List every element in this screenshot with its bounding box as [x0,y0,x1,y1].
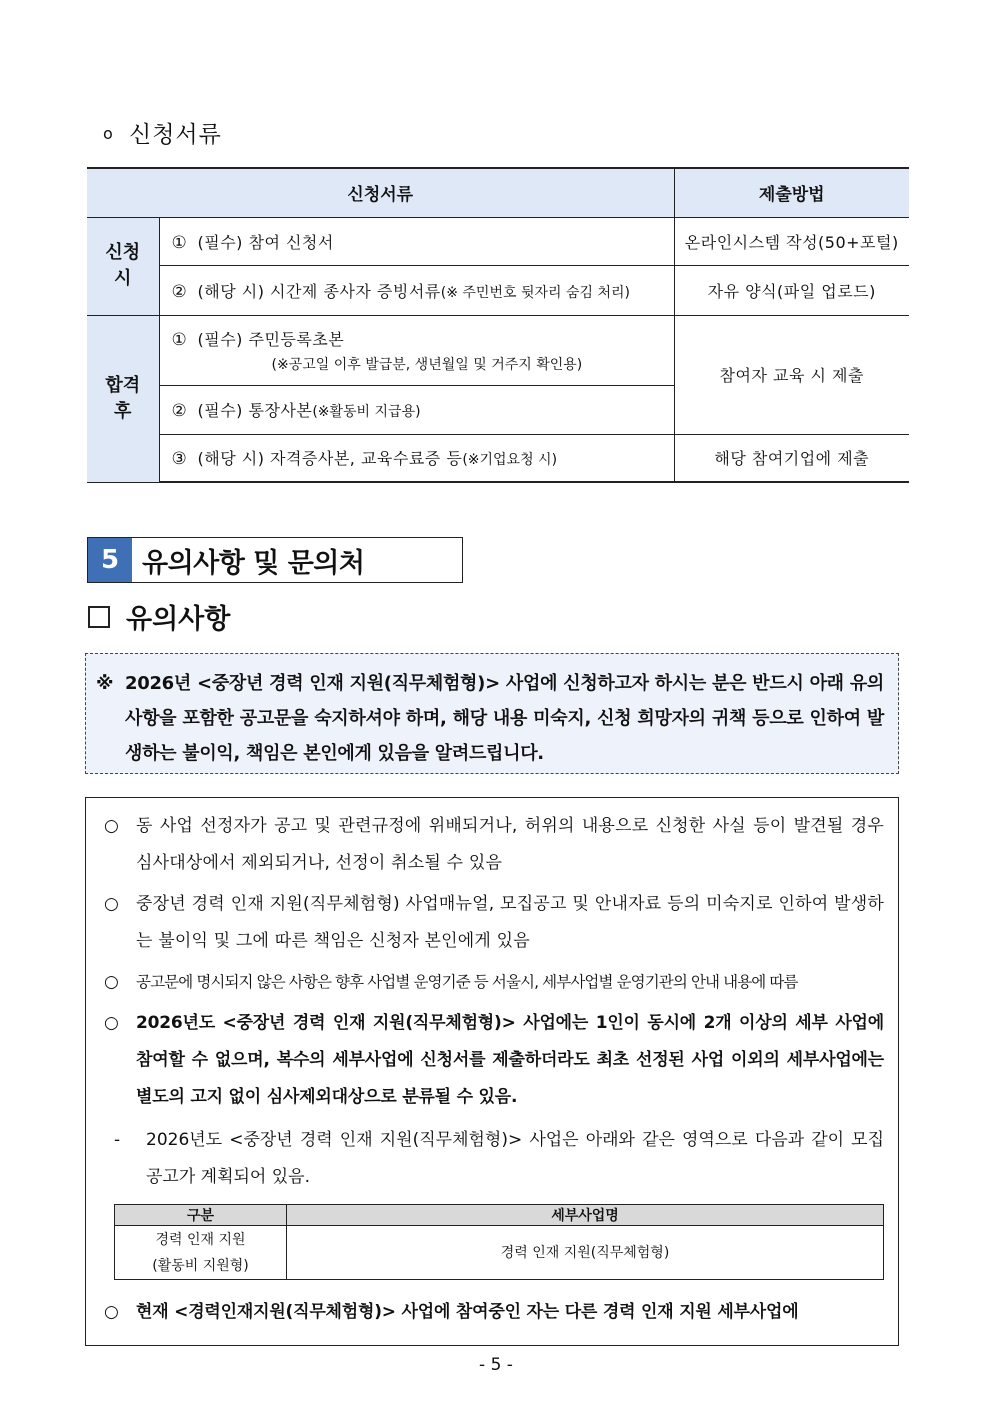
rule-text: 현재 <경력인재지원(직무체험형)> 사업에 참여중인 자는 다른 경력 인재 지원 세부사업에 [136,1302,799,1322]
doc-cell [159,265,674,315]
list-item [104,886,884,960]
group-label-after-pass: 합격 후 [87,315,159,482]
list-item [104,808,884,882]
doc-text: (해당 시) 시간제 종사자 증빙서류 [197,281,441,301]
method-cell: 참여자 교육 시 제출 [674,315,909,434]
doc-cell [159,315,674,385]
doc-text: (필수) 참여 신청서 [197,232,334,252]
header-method: 제출방법 [674,168,909,217]
table-row [87,217,909,265]
doc-number: ① [171,232,187,253]
list-item [104,964,884,1001]
cautions-title: 유의사항 [126,604,231,635]
doc-note: (※활동비 지급용) [312,404,421,420]
rule-text: 2026년도 <중장년 경력 인재 지원(직무체험형)> 사업에는 1인이 동시에 2개 이상의 세부 사업에 참여할 수 없으며, 복수의 세부사업에 신청서를 제출하더라도 최초 선정된 사업 이외의 세부사업에는 별도의 고지 없이 심사제외대상으로 분류될 수 있음. [136,1013,884,1107]
table-row [87,434,909,482]
doc-number: ③ [171,449,187,470]
dash-text: 2026년도 <중장년 경력 인재 지원(직무체험형)> 사업은 아래와 같은 영역으로 다음과 같이 모집 공고가 계획되어 있음. [146,1130,884,1187]
group-label-apply: 신청 시 [87,217,159,315]
sub-program-table [114,1204,884,1280]
list-item [114,1122,884,1196]
cautions-heading [88,597,230,636]
circle-bullet-icon: ○ [104,972,118,992]
reference-mark-icon: ※ [96,673,114,694]
doc-note: (※기업요청 시) [462,452,558,469]
notice-box [85,653,899,774]
method-cell: 온라인시스템 작성(50+포털) [674,217,909,265]
section-number-badge: 5 [88,538,132,582]
doc-note: (※ 주민번호 뒷자리 숨김 처리) [440,284,630,301]
doc-text: (필수) 주민등록초본 [197,329,345,349]
table-row [87,315,909,385]
doc-text: (해당 시) 자격증사본, 교육수료증 등 [197,449,463,469]
page-number: - 5 - [479,1355,513,1375]
header-docs: 신청서류 [87,168,674,217]
circle-bullet-icon: ○ [104,894,120,914]
circle-bullet-icon: ○ [104,816,120,836]
doc-cell [159,385,674,434]
table-row [115,1226,884,1280]
doc-note: (※공고일 이후 발급분, 생년월일 및 거주지 확인용) [271,356,583,373]
rule-text: 중장년 경력 인재 지원(직무체험형) 사업매뉴얼, 모집공고 및 안내자료 등의 미숙지로 인하여 발생하는 불이익 및 그에 따른 책임은 신청자 본인에게 있음 [136,894,884,951]
doc-number: ① [171,329,187,350]
method-cell: 자유 양식(파일 업로드) [674,265,909,315]
table-row [87,265,909,315]
section-5-heading [87,537,463,583]
table-header-row [115,1205,884,1226]
application-docs-title: 신청서류 [129,122,222,148]
application-docs-heading [103,116,222,149]
cautions-list [85,797,899,1346]
application-docs-table [87,167,909,483]
doc-cell [159,434,674,482]
category-line: 경력 인재 지원 [155,1231,246,1248]
table-header-row [87,168,909,217]
doc-text: (필수) 통장사본 [197,401,313,420]
program-name-cell: 경력 인재 지원(직무체험형) [287,1226,884,1280]
rule-text: 동 사업 선정자가 공고 및 관련규정에 위배되거나, 허위의 내용으로 신청한 사실 등이 발견될 경우 심사대상에서 제외되거나, 선정이 취소될 수 있음 [136,816,884,873]
circle-bullet-icon: ○ [104,1013,119,1033]
rule-text: 공고문에 명시되지 않은 사항은 향후 사업별 운영기준 등 서울시, 세부사업별 운영기관의 안내 내용에 따름 [136,973,798,991]
category-line: (활동비 지원형) [152,1257,249,1274]
dash-bullet-icon: - [114,1130,121,1150]
header-program-name: 세부사업명 [287,1205,884,1226]
header-category: 구분 [115,1205,287,1226]
doc-cell [159,217,674,265]
section-5-title: 유의사항 및 문의처 [142,547,365,579]
notice-text: 2026년 <중장년 경력 인재 지원(직무체험형)> 사업에 신청하고자 하시는 분은 반드시 아래 유의사항을 포함한 공고문을 숙지하셔야 하며, 해당 내용 미숙지, 신청 희망자의 귀책 등으로 인하여 발생하는 불이익, 책임은 본인에게 있음을 알려드립니다. [125,673,884,764]
list-item [104,1005,884,1116]
doc-number: ② [171,281,187,302]
checkbox-square-icon [88,606,110,628]
bullet-mark: o [103,124,114,143]
list-item [104,1294,884,1331]
circle-bullet-icon: ○ [104,1302,119,1322]
method-cell: 해당 참여기업에 제출 [674,434,909,482]
doc-number: ② [171,401,187,421]
category-cell [115,1226,287,1280]
